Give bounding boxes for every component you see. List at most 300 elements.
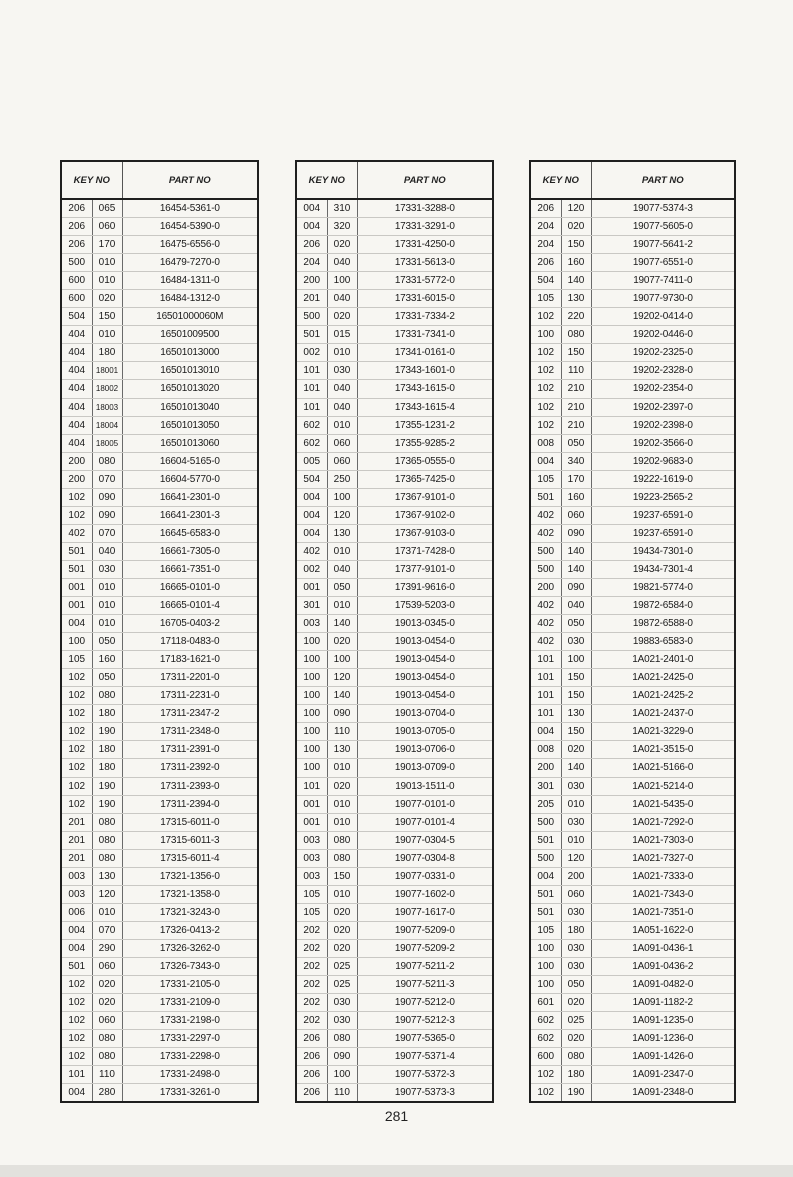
- table-row: [61, 362, 258, 380]
- key-no-group-cell: 205: [530, 795, 561, 813]
- part-no-cell: 19237-6591-0: [591, 506, 735, 524]
- key-no-item-cell: 100: [327, 651, 357, 669]
- part-no-cell: 16665-0101-0: [122, 578, 258, 596]
- key-no-group-cell: 501: [530, 903, 561, 921]
- part-no-cell: 1A021-2437-0: [591, 705, 735, 723]
- table-row: [530, 380, 735, 398]
- table-row: [530, 813, 735, 831]
- key-no-group-cell: 206: [61, 236, 92, 254]
- table-row: [530, 741, 735, 759]
- key-no-group-cell: 206: [61, 218, 92, 236]
- part-no-cell: 17321-1356-0: [122, 867, 258, 885]
- part-no-cell: 17331-2298-0: [122, 1048, 258, 1066]
- table-row: [530, 705, 735, 723]
- part-no-cell: 1A091-0436-1: [591, 939, 735, 957]
- key-no-group-cell: 201: [61, 849, 92, 867]
- key-no-item-cell: 015: [327, 326, 357, 344]
- key-no-group-cell: 202: [296, 921, 327, 939]
- part-no-cell: 17311-2393-0: [122, 777, 258, 795]
- part-no-cell: 17315-6011-3: [122, 831, 258, 849]
- key-no-group-cell: 102: [61, 741, 92, 759]
- key-no-group-cell: 100: [296, 633, 327, 651]
- key-no-item-cell: 010: [327, 416, 357, 434]
- part-no-cell: 17311-2201-0: [122, 669, 258, 687]
- part-no-cell: 19077-5372-3: [357, 1066, 493, 1084]
- key-no-group-cell: 004: [530, 867, 561, 885]
- part-no-cell: 16604-5165-0: [122, 452, 258, 470]
- key-no-group-cell: 600: [61, 272, 92, 290]
- key-no-group-cell: 206: [530, 254, 561, 272]
- key-no-item-cell: 070: [92, 524, 122, 542]
- key-no-item-cell: 020: [92, 994, 122, 1012]
- table-row: [61, 976, 258, 994]
- table-row: [61, 1066, 258, 1084]
- key-no-item-cell: 010: [327, 885, 357, 903]
- key-no-group-cell: 501: [296, 326, 327, 344]
- part-no-cell: 19077-0304-5: [357, 831, 493, 849]
- table-row: [296, 398, 493, 416]
- key-no-item-cell: 130: [327, 524, 357, 542]
- part-no-cell: 17311-2394-0: [122, 795, 258, 813]
- part-no-cell: 17331-7341-0: [357, 326, 493, 344]
- part-no-cell: 19202-0446-0: [591, 326, 735, 344]
- table-row: [296, 1030, 493, 1048]
- part-no-cell: 19077-6551-0: [591, 254, 735, 272]
- part-no-cell: 1A091-1426-0: [591, 1048, 735, 1066]
- table-row: [61, 199, 258, 218]
- table-row: [296, 687, 493, 705]
- part-no-cell: 19872-6588-0: [591, 615, 735, 633]
- part-no-cell: 17311-2231-0: [122, 687, 258, 705]
- key-no-group-cell: 105: [530, 290, 561, 308]
- key-no-group-cell: 404: [61, 398, 92, 416]
- key-no-item-cell: 090: [327, 1048, 357, 1066]
- key-no-item-cell: 130: [92, 867, 122, 885]
- part-no-cell: 17331-2297-0: [122, 1030, 258, 1048]
- key-no-group-cell: 100: [296, 651, 327, 669]
- part-no-cell: 16501000060M: [122, 308, 258, 326]
- key-no-item-cell: 190: [561, 1084, 591, 1103]
- part-no-cell: 17355-9285-2: [357, 434, 493, 452]
- part-no-cell: 19077-5211-2: [357, 957, 493, 975]
- table-row: [530, 1084, 735, 1103]
- key-no-group-cell: 200: [296, 272, 327, 290]
- key-no-group-cell: 105: [530, 470, 561, 488]
- key-no-item-cell: 010: [327, 597, 357, 615]
- table-row: [530, 434, 735, 452]
- key-no-item-cell: 120: [92, 885, 122, 903]
- part-no-cell: 16454-5361-0: [122, 199, 258, 218]
- key-no-item-cell: 030: [561, 939, 591, 957]
- key-no-item-cell: 190: [92, 723, 122, 741]
- table-row: [61, 957, 258, 975]
- key-no-item-cell: 020: [561, 994, 591, 1012]
- table-row: [296, 326, 493, 344]
- part-no-cell: 19013-0709-0: [357, 759, 493, 777]
- part-no-cell: 16641-2301-3: [122, 506, 258, 524]
- table-row: [61, 921, 258, 939]
- key-no-group-cell: 005: [296, 452, 327, 470]
- table-row: [61, 308, 258, 326]
- key-no-item-cell: 030: [561, 777, 591, 795]
- key-no-group-cell: 004: [296, 506, 327, 524]
- key-no-group-cell: 402: [530, 597, 561, 615]
- table-row: [530, 831, 735, 849]
- part-no-cell: 19013-0345-0: [357, 615, 493, 633]
- key-no-item-cell: 220: [561, 308, 591, 326]
- part-no-cell: 19202-2398-0: [591, 416, 735, 434]
- part-no-cell: 19434-7301-4: [591, 560, 735, 578]
- key-no-group-cell: 101: [296, 777, 327, 795]
- key-no-item-cell: 010: [92, 615, 122, 633]
- part-no-cell: 16501013040: [122, 398, 258, 416]
- key-no-group-cell: 600: [61, 290, 92, 308]
- part-no-cell: 1A021-3229-0: [591, 723, 735, 741]
- key-no-group-cell: 204: [296, 254, 327, 272]
- key-no-item-cell: 080: [92, 687, 122, 705]
- key-no-group-cell: 504: [296, 470, 327, 488]
- part-no-cell: 1A091-1236-0: [591, 1030, 735, 1048]
- part-no-cell: 1A091-2347-0: [591, 1066, 735, 1084]
- part-no-cell: 19883-6583-0: [591, 633, 735, 651]
- key-no-group-cell: 100: [296, 687, 327, 705]
- key-no-item-cell: 250: [327, 470, 357, 488]
- table-row: [296, 795, 493, 813]
- table-row: [296, 254, 493, 272]
- table-row: [530, 885, 735, 903]
- key-no-group-cell: 003: [61, 885, 92, 903]
- key-no-group-cell: 102: [530, 1084, 561, 1103]
- key-no-item-cell: 130: [327, 741, 357, 759]
- key-no-item-cell: 120: [561, 849, 591, 867]
- key-no-item-cell: 080: [92, 1030, 122, 1048]
- table-row: [530, 199, 735, 218]
- table-row: [530, 398, 735, 416]
- key-no-group-cell: 204: [530, 218, 561, 236]
- part-no-cell: 16479-7270-0: [122, 254, 258, 272]
- part-no-cell: 1A021-5166-0: [591, 759, 735, 777]
- part-no-cell: 16501013060: [122, 434, 258, 452]
- part-no-cell: 19202-2354-0: [591, 380, 735, 398]
- table-row: [530, 218, 735, 236]
- part-no-cell: 17315-6011-4: [122, 849, 258, 867]
- key-no-item-cell: 040: [327, 380, 357, 398]
- table-row: [296, 976, 493, 994]
- part-no-cell: 19202-2328-0: [591, 362, 735, 380]
- table-row: [296, 1084, 493, 1103]
- key-no-item-cell: 010: [92, 272, 122, 290]
- key-no-group-cell: 004: [296, 199, 327, 218]
- table-row: [296, 813, 493, 831]
- part-no-cell: 17391-9616-0: [357, 578, 493, 596]
- part-no-cell: 1A091-0436-2: [591, 957, 735, 975]
- table-row: [61, 903, 258, 921]
- table-row: [296, 308, 493, 326]
- key-no-item-cell: 010: [561, 795, 591, 813]
- table-row: [61, 1048, 258, 1066]
- key-no-item-cell: 040: [327, 290, 357, 308]
- part-no-cell: 19013-1511-0: [357, 777, 493, 795]
- part-no-cell: 1A021-7343-0: [591, 885, 735, 903]
- key-no-item-cell: 020: [327, 921, 357, 939]
- table-row: [296, 542, 493, 560]
- key-no-group-cell: 600: [530, 1048, 561, 1066]
- key-no-group-cell: 102: [61, 1012, 92, 1030]
- table-row: [530, 777, 735, 795]
- key-no-group-cell: 404: [61, 380, 92, 398]
- key-no-item-cell: 020: [327, 236, 357, 254]
- part-no-cell: 1A021-7333-0: [591, 867, 735, 885]
- key-no-group-cell: 504: [530, 272, 561, 290]
- part-no-cell: 19821-5774-0: [591, 578, 735, 596]
- part-no-cell: 17321-1358-0: [122, 885, 258, 903]
- part-no-cell: 17326-0413-2: [122, 921, 258, 939]
- key-no-item-cell: 040: [327, 560, 357, 578]
- key-no-item-cell: 180: [92, 344, 122, 362]
- part-no-cell: 1A021-7351-0: [591, 903, 735, 921]
- table-header-row: [61, 161, 258, 199]
- key-no-group-cell: 102: [61, 759, 92, 777]
- part-no-cell: 16645-6583-0: [122, 524, 258, 542]
- key-no-item-cell: 025: [327, 976, 357, 994]
- key-no-group-cell: 202: [296, 1012, 327, 1030]
- key-no-group-cell: 001: [61, 578, 92, 596]
- table-row: [530, 344, 735, 362]
- key-no-item-cell: 150: [561, 669, 591, 687]
- key-no-item-cell: 100: [561, 651, 591, 669]
- key-no-group-cell: 001: [61, 597, 92, 615]
- table-row: [530, 416, 735, 434]
- key-no-group-cell: 100: [296, 705, 327, 723]
- key-no-item-cell: 340: [561, 452, 591, 470]
- key-no-group-cell: 500: [61, 254, 92, 272]
- table-row: [296, 957, 493, 975]
- key-no-group-cell: 301: [530, 777, 561, 795]
- table-row: [61, 651, 258, 669]
- table-row: [530, 633, 735, 651]
- key-no-group-cell: 003: [61, 867, 92, 885]
- part-no-cell: 1A021-7292-0: [591, 813, 735, 831]
- part-no-cell: 1A021-5214-0: [591, 777, 735, 795]
- part-no-cell: 17365-0555-0: [357, 452, 493, 470]
- part-no-cell: 19077-0304-8: [357, 849, 493, 867]
- part-no-cell: 17326-7343-0: [122, 957, 258, 975]
- key-no-item-cell: 040: [327, 254, 357, 272]
- table-row: [530, 326, 735, 344]
- key-no-group-cell: 602: [296, 434, 327, 452]
- key-no-item-cell: 18003: [92, 398, 122, 416]
- part-no-cell: 19013-0454-0: [357, 651, 493, 669]
- key-no-item-cell: 120: [327, 506, 357, 524]
- table-row: [530, 542, 735, 560]
- part-no-cell: 16501013000: [122, 344, 258, 362]
- part-no-cell: 1A021-7303-0: [591, 831, 735, 849]
- key-no-item-cell: 010: [92, 597, 122, 615]
- table-row: [530, 651, 735, 669]
- key-no-item-cell: 060: [92, 957, 122, 975]
- key-no-item-cell: 080: [92, 1048, 122, 1066]
- key-no-item-cell: 010: [327, 542, 357, 560]
- scan-bottom-edge: [0, 1165, 793, 1177]
- key-no-group-cell: 201: [61, 813, 92, 831]
- part-no-cell: 1A091-1182-2: [591, 994, 735, 1012]
- key-no-item-cell: 160: [561, 488, 591, 506]
- key-no-item-cell: 150: [561, 687, 591, 705]
- table-row: [61, 236, 258, 254]
- part-no-cell: 16484-1312-0: [122, 290, 258, 308]
- table-row: [296, 705, 493, 723]
- part-no-cell: 17331-2498-0: [122, 1066, 258, 1084]
- table-row: [296, 1012, 493, 1030]
- part-no-cell: 19013-0704-0: [357, 705, 493, 723]
- key-no-group-cell: 404: [61, 326, 92, 344]
- key-no-group-cell: 501: [530, 885, 561, 903]
- part-no-cell: 19202-0414-0: [591, 308, 735, 326]
- table-row: [530, 957, 735, 975]
- key-no-group-cell: 100: [530, 939, 561, 957]
- table-row: [61, 506, 258, 524]
- key-no-item-cell: 010: [92, 578, 122, 596]
- key-no-group-cell: 004: [296, 488, 327, 506]
- key-no-group-cell: 206: [296, 1048, 327, 1066]
- table-row: [296, 831, 493, 849]
- part-no-cell: 1A021-2401-0: [591, 651, 735, 669]
- table-row: [61, 1084, 258, 1103]
- key-no-group-cell: 102: [530, 416, 561, 434]
- key-no-item-cell: 180: [561, 1066, 591, 1084]
- key-no-group-cell: 004: [296, 218, 327, 236]
- key-no-group-cell: 102: [530, 344, 561, 362]
- key-no-item-cell: 090: [561, 578, 591, 596]
- table-row: [296, 777, 493, 795]
- table-row: [530, 560, 735, 578]
- table-row: [296, 849, 493, 867]
- key-no-group-cell: 100: [296, 669, 327, 687]
- table-row: [530, 903, 735, 921]
- key-no-group-cell: 404: [61, 344, 92, 362]
- table-row: [296, 651, 493, 669]
- key-no-item-cell: 080: [92, 831, 122, 849]
- table-row: [530, 236, 735, 254]
- key-no-group-cell: 202: [296, 976, 327, 994]
- key-no-item-cell: 190: [92, 777, 122, 795]
- key-no-item-cell: 090: [561, 524, 591, 542]
- table-row: [296, 885, 493, 903]
- table-row: [61, 272, 258, 290]
- table-row: [61, 434, 258, 452]
- table-row: [296, 669, 493, 687]
- key-no-group-cell: 003: [296, 831, 327, 849]
- key-no-group-cell: 102: [61, 1048, 92, 1066]
- table-row: [530, 976, 735, 994]
- key-no-item-cell: 020: [327, 633, 357, 651]
- key-no-group-cell: 102: [530, 398, 561, 416]
- key-no-item-cell: 020: [327, 777, 357, 795]
- part-no-cell: 19077-5212-0: [357, 994, 493, 1012]
- key-no-item-cell: 310: [327, 199, 357, 218]
- key-no-group-cell: 206: [296, 1030, 327, 1048]
- part-no-cell: 17343-1615-0: [357, 380, 493, 398]
- part-no-cell: 17326-3262-0: [122, 939, 258, 957]
- key-no-item-cell: 210: [561, 380, 591, 398]
- key-no-group-cell: 004: [296, 524, 327, 542]
- table-row: [296, 903, 493, 921]
- part-no-cell: 17355-1231-2: [357, 416, 493, 434]
- key-no-group-cell: 101: [61, 1066, 92, 1084]
- table-row: [296, 470, 493, 488]
- part-no-header: PART NO: [591, 161, 735, 199]
- key-no-group-cell: 200: [61, 452, 92, 470]
- table-row: [61, 831, 258, 849]
- key-no-group-cell: 101: [530, 687, 561, 705]
- table-row: [530, 759, 735, 777]
- key-no-item-cell: 040: [561, 597, 591, 615]
- part-no-cell: 19077-5373-3: [357, 1084, 493, 1103]
- key-no-group-cell: 402: [530, 633, 561, 651]
- table-row: [296, 199, 493, 218]
- part-no-cell: 1A021-3515-0: [591, 741, 735, 759]
- part-no-cell: 19202-3566-0: [591, 434, 735, 452]
- part-no-cell: 16665-0101-4: [122, 597, 258, 615]
- table-row: [61, 994, 258, 1012]
- key-no-group-cell: 004: [530, 452, 561, 470]
- key-no-item-cell: 070: [92, 470, 122, 488]
- key-no-item-cell: 050: [561, 615, 591, 633]
- key-no-group-cell: 501: [61, 542, 92, 560]
- part-no-cell: 19222-1619-0: [591, 470, 735, 488]
- table-row: [61, 470, 258, 488]
- part-no-cell: 19077-5605-0: [591, 218, 735, 236]
- key-no-item-cell: 100: [327, 1066, 357, 1084]
- table-row: [530, 578, 735, 596]
- part-no-cell: 19013-0454-0: [357, 669, 493, 687]
- key-no-group-cell: 500: [530, 813, 561, 831]
- table-row: [61, 741, 258, 759]
- key-no-group-cell: 402: [530, 524, 561, 542]
- key-no-group-cell: 101: [296, 380, 327, 398]
- key-no-item-cell: 150: [561, 344, 591, 362]
- table-row: [61, 687, 258, 705]
- key-no-item-cell: 18004: [92, 416, 122, 434]
- part-no-cell: 1A021-5435-0: [591, 795, 735, 813]
- key-no-item-cell: 080: [92, 452, 122, 470]
- key-no-header: KEY NO: [61, 161, 122, 199]
- key-no-item-cell: 030: [92, 560, 122, 578]
- key-no-group-cell: 602: [296, 416, 327, 434]
- table-row: [61, 669, 258, 687]
- table-row: [61, 380, 258, 398]
- key-no-group-cell: 201: [61, 831, 92, 849]
- key-no-group-cell: 100: [530, 976, 561, 994]
- key-no-group-cell: 204: [530, 236, 561, 254]
- key-no-item-cell: 110: [561, 362, 591, 380]
- key-no-item-cell: 090: [327, 705, 357, 723]
- table-row: [61, 542, 258, 560]
- table-row: [530, 524, 735, 542]
- key-no-item-cell: 18001: [92, 362, 122, 380]
- key-no-item-cell: 080: [561, 326, 591, 344]
- table-row: [530, 254, 735, 272]
- key-no-item-cell: 160: [92, 651, 122, 669]
- key-no-item-cell: 140: [561, 560, 591, 578]
- key-no-item-cell: 020: [561, 741, 591, 759]
- table-row: [530, 994, 735, 1012]
- table-row: [296, 452, 493, 470]
- part-no-cell: 16661-7351-0: [122, 560, 258, 578]
- part-no-cell: 17315-6011-0: [122, 813, 258, 831]
- part-no-cell: 17331-2105-0: [122, 976, 258, 994]
- key-no-item-cell: 290: [92, 939, 122, 957]
